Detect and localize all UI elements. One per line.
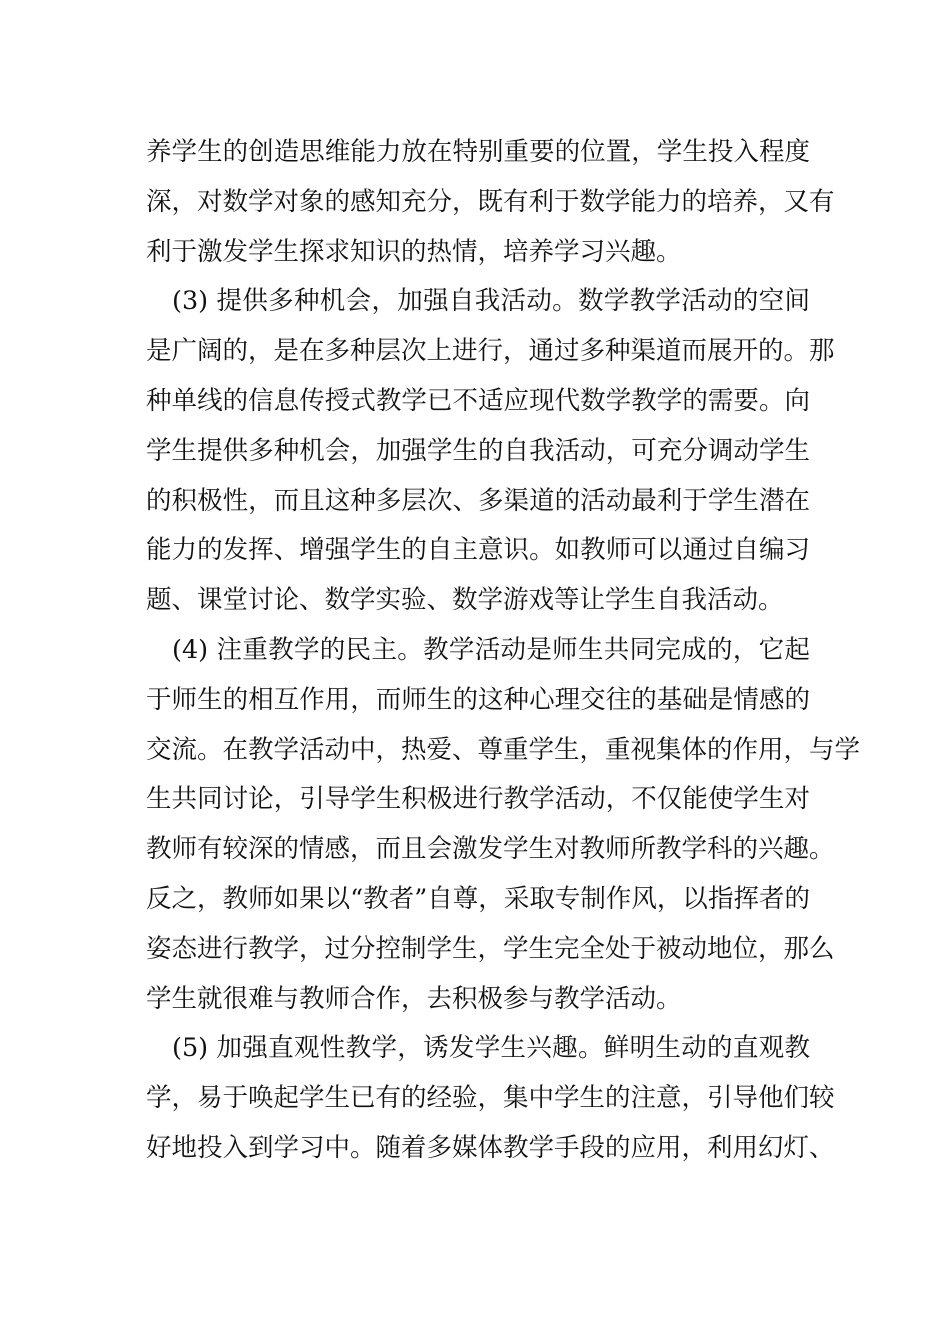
text-line: 学生就很难与教师合作，去积极参与教学活动。: [146, 983, 682, 1014]
text-line: 深，对数学对象的感知充分，既有利于数学能力的培养，又有: [146, 186, 835, 217]
text-line: 养学生的创造思维能力放在特别重要的位置，学生投入程度: [146, 137, 810, 167]
text-line: (3) 提供多种机会，加强自我活动。数学教学活动的空间: [172, 286, 810, 317]
text-line: (4) 注重教学的民主。教学活动是师生共同完成的，它起: [172, 635, 810, 665]
text-line: 利于激发学生探求知识的热情，培养学习兴趣。: [146, 236, 682, 267]
text-line: 反之，教师如果以“教者”自尊，采取专制作风，以指挥者的: [146, 884, 810, 914]
text-line: 种单线的信息传授式教学已不适应现代数学教学的需要。向: [146, 386, 810, 416]
text-line: 交流。在教学活动中，热爱、尊重学生，重视集体的作用，与学: [146, 734, 861, 765]
text-line: 教师有较深的情感，而且会激发学生对教师所教学科的兴趣。: [146, 834, 835, 865]
text-line: 是广阔的，是在多种层次上进行，通过多种渠道而展开的。那: [146, 336, 835, 367]
text-line: 的积极性，而且这种多层次、多渠道的活动最利于学生潜在: [146, 485, 810, 516]
text-line: 题、课堂讨论、数学实验、数学游戏等让学生自我活动。: [146, 585, 784, 616]
text-line: 好地投入到学习中。随着多媒体教学手段的应用，利用幻灯、: [146, 1133, 835, 1163]
text-line: (5) 加强直观性教学，诱发学生兴趣。鲜明生动的直观教: [172, 1033, 810, 1064]
text-line: 姿态进行教学，过分控制学生，学生完全处于被动地位，那么: [146, 933, 835, 964]
text-line: 能力的发挥、增强学生的自主意识。如教师可以通过自编习: [146, 535, 810, 566]
text-line: 生共同讨论，引导学生积极进行教学活动，不仅能使学生对: [146, 784, 810, 815]
text-line: 学生提供多种机会，加强学生的自我活动，可充分调动学生: [146, 435, 810, 466]
text-line: 学，易于唤起学生已有的经验，集中学生的注意，引导他们较: [146, 1083, 835, 1114]
text-line: 于师生的相互作用，而师生的这种心理交往的基础是情感的: [146, 684, 810, 715]
